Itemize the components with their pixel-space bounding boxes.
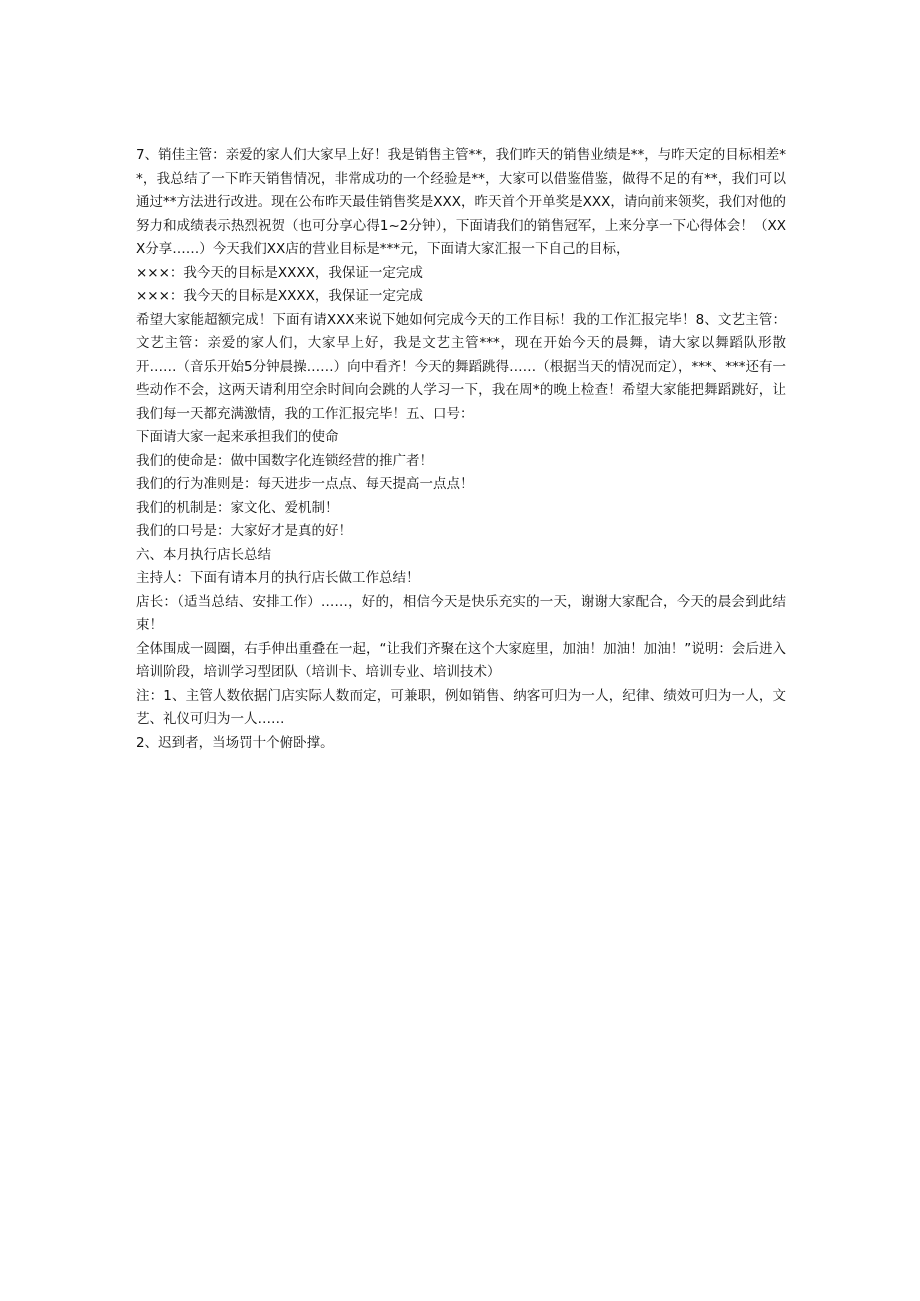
paragraph-mission-intro: 下面请大家一起来承担我们的使命: [136, 429, 339, 445]
paragraph-circle-cheer: 全体围成一圆圈，右手伸出重叠在一起，“让我们齐聚在这个大家庭里，加油！加油！加油！”说明：会后进入培训阶段，培训学习型团队（培训卡、培训专业、培训技术）: [136, 640, 786, 680]
paragraph-host: 主持人：下面有请本月的执行店长做工作总结！: [136, 570, 420, 586]
paragraph-arts-supervisor: 希望大家能超额完成！下面有请XXX来说下她如何完成今天的工作目标！我的工作汇报完毕！8、文艺主管：文艺主管：亲爱的家人们，大家早上好，我是文艺主管***，现在开始今天的晨舞，请大家以舞蹈队形散开……（音乐开始5分钟晨操……）向中看齐！今天的舞蹈跳得……（根据当天的情况而定），***、***还有一些动作不会，这两天请利用空余时间向会跳的人学习一下，我在周*的晚上检查！希望大家能把舞蹈跳好，让我们每一天都充满激情，我的工作汇报完毕！五、口号：: [136, 311, 786, 422]
paragraph-note-1: 注：1、主管人数依据门店实际人数而定，可兼职，例如销售、纳客可归为一人，纪律、绩效可归为一人，文艺、礼仪可归为一人……: [136, 687, 786, 727]
paragraph-slogan: 我们的口号是：大家好才是真的好！: [136, 523, 352, 539]
paragraph-goal-report-1: ×××：我今天的目标是XXXX，我保证一定完成: [136, 264, 423, 281]
paragraph-mission: 我们的使命是：做中国数字化连锁经营的推广者！: [136, 452, 433, 469]
paragraph-code-of-conduct: 我们的行为准则是：每天进步一点点、每天提高一点点！: [136, 476, 474, 492]
paragraph-sales-supervisor: 7、销佳主管：亲爱的家人们大家早上好！我是销售主管**，我们昨天的销售业绩是**，与昨天定的目标相差**，我总结了一下昨天销售情况，非常成功的一个经验是**，大家可以借鉴借鉴，做得不足的有**，我们可以通过**方法进行改进。现在公布昨天最佳销售奖是XXX，昨天首个开单奖是XXX，请向前来领奖，我们对他的努力和成绩表示热烈祝贺（也可分享心得1~2分钟），下面请我们的销售冠军，上来分享一下心得体会！（XXX分享……）今天我们XX店的营业目标是***元，下面请大家汇报一下自己的目标，: [136, 147, 786, 257]
document-body: [136, 144, 786, 755]
paragraph-goal-report-2: ×××：我今天的目标是XXXX，我保证一定完成: [136, 288, 423, 304]
paragraph-note-2: 2、迟到者，当场罚十个俯卧撑。: [136, 734, 334, 751]
paragraph-manager: 店长：（适当总结、安排工作）……，好的，相信今天是快乐充实的一天，谢谢大家配合，今天的晨会到此结束！: [136, 593, 786, 633]
section-heading-manager-summary: 六、本月执行店长总结: [136, 546, 271, 563]
paragraph-mechanism: 我们的机制是：家文化、爱机制！: [136, 499, 339, 516]
